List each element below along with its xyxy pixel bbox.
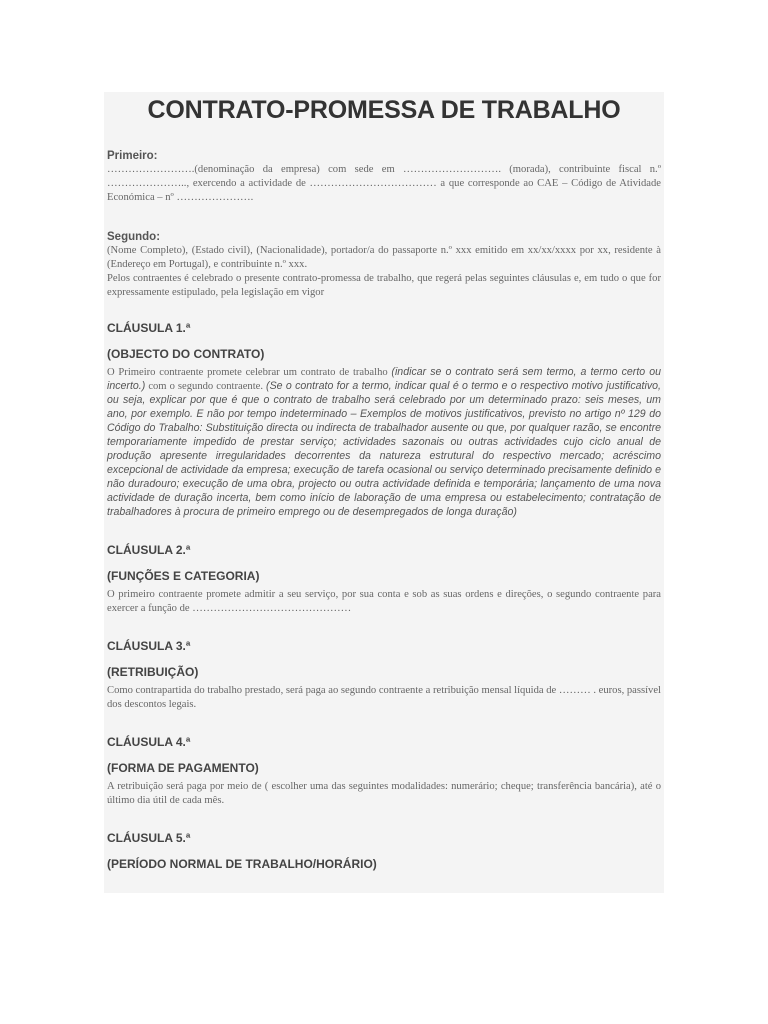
contract-intro-text: Pelos contraentes é celebrado o presente contrato-promessa de trabalho, que regerá pelas seguintes cláusulas e, em tudo o que for expressamente estipulado, pela legislação em vigor <box>107 273 661 298</box>
party-first-text: …………………….(denominação da empresa) com sede em ………………………. (morada), contribuinte fiscal n.º ………………….., exercendo a actividade de ……………………………… a que corresponde ao CAE – Código de Atividade Económica – nº …………………. <box>107 164 661 203</box>
clause-2-heading: CLÁUSULA 2.ª <box>107 543 191 557</box>
clause-1-heading: CLÁUSULA 1.ª <box>107 321 191 335</box>
party-second-label: Segundo: <box>107 231 161 243</box>
clause-2 <box>104 543 664 616</box>
clause-4-subheading: (FORMA DE PAGAMENTO) <box>107 761 259 775</box>
clause-1-italic-b: (Se o contrato for a termo, indicar qual é o termo e o respectivo motivo justificativo, ou seja, explicar por que é que o contrato de trabalho será celebrado por um determinado prazo: seis meses, um ano, por exemplo. E não por tempo indeterminado – Exemplos de motivos justificativos, previsto no artigo nº 129 do Código do Trabalho: Substituição directa ou indirecta de trabalhador ausente ou que, por qualquer razão, se encontre temporariamente impedido de prestar serviço; actividades sazonais ou outras actividades cujo ciclo anual de produção apresente irregularidades decorrentes da natureza estrutural do respectivo mercado; acréscimo excepcional de actividade da empresa; execução de tarefa ocasional ou serviço determinado precisamente definido e não duradouro; execução de uma obra, projecto ou outra actividade definida e temporária; lançamento de uma nova actividade de duração incerta, bem como início de laboração de uma empresa ou estabelecimento; contratação de trabalhadores à procura de primeiro emprego ou de desempregados de longa duração) <box>107 380 661 518</box>
clause-1-text <box>107 366 661 520</box>
clause-1-text-a: O Primeiro contraente promete celebrar um contrato de trabalho <box>107 367 392 378</box>
party-first <box>104 149 664 205</box>
document-page <box>104 92 664 893</box>
clause-1-text-b: com o segundo contraente. <box>145 381 267 392</box>
party-second <box>104 230 664 300</box>
clause-5-heading: CLÁUSULA 5.ª <box>107 831 191 845</box>
clause-1-subheading: (OBJECTO DO CONTRATO) <box>107 347 265 361</box>
clause-4-text: A retribuição será paga por meio de ( escolher uma das seguintes modalidades: numerário; cheque; transferência bancária), até o último dia útil de cada mês. <box>107 781 661 806</box>
clause-5-subheading: (PERÍODO NORMAL DE TRABALHO/HORÁRIO) <box>107 857 377 871</box>
document-title: CONTRATO-PROMESSA DE TRABALHO <box>147 96 621 124</box>
clause-3-heading: CLÁUSULA 3.ª <box>107 639 191 653</box>
party-second-text: (Nome Completo), (Estado civil), (Nacionalidade), portador/a do passaporte n.º xxx emitido em xx/xx/xxxx por xx, residente à (Endereço em Portugal), e contribuinte n.º xxx. <box>107 245 661 270</box>
clause-3-subheading: (RETRIBUIÇÃO) <box>107 665 199 679</box>
clause-3-text: Como contrapartida do trabalho prestado, será paga ao segundo contraente a retribuição mensal líquida de ……… . euros, passível dos descontos legais. <box>107 685 661 710</box>
party-first-label: Primeiro: <box>107 150 158 162</box>
clause-2-subheading: (FUNÇÕES E CATEGORIA) <box>107 569 260 583</box>
clause-4-heading: CLÁUSULA 4.ª <box>107 735 191 749</box>
clause-1 <box>104 321 664 520</box>
clause-5 <box>104 831 664 872</box>
clause-1-italic-a: (indicar se o contrato será sem termo, a termo certo ou incerto.) <box>107 366 661 392</box>
clause-4 <box>104 735 664 808</box>
clause-2-text: O primeiro contraente promete admitir a seu serviço, por sua conta e sob as suas ordens e direções, o segundo contraente para exercer a função de ……………………………………… <box>107 589 661 614</box>
clause-3 <box>104 639 664 712</box>
